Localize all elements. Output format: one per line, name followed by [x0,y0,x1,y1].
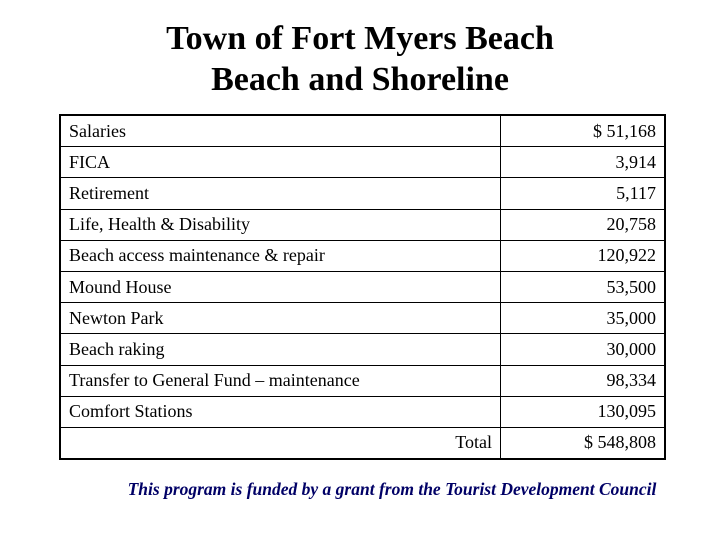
table-row [60,240,665,271]
line-item-amount: 30,000 [501,334,666,365]
slide-subtitle: Beach and Shoreline [211,61,509,98]
line-item-label: Beach access maintenance & repair [60,240,501,271]
line-item-amount: 20,758 [501,209,666,240]
slide-title: Town of Fort Myers Beach [166,20,554,57]
table-row [60,209,665,240]
table-row [60,396,665,427]
line-item-label: Newton Park [60,303,501,334]
table-row [60,365,665,396]
line-item-amount: 130,095 [501,396,666,427]
line-item-amount: $ 51,168 [501,115,666,147]
line-item-amount: 53,500 [501,271,666,302]
line-item-amount: 5,117 [501,178,666,209]
total-label: Total [60,427,501,459]
budget-table [59,114,666,460]
line-item-amount: 98,334 [501,365,666,396]
line-item-amount: 35,000 [501,303,666,334]
line-item-label: Mound House [60,271,501,302]
funding-footnote: This program is funded by a grant from the Tourist Development Council [127,479,657,499]
line-item-label: Comfort Stations [60,396,501,427]
line-item-label: Transfer to General Fund – maintenance [60,365,501,396]
line-item-label: Retirement [60,178,501,209]
line-item-label: Salaries [60,115,501,147]
total-amount: $ 548,808 [501,427,666,459]
table-row [60,178,665,209]
table-row [60,271,665,302]
total-row [60,427,665,459]
table-row [60,147,665,178]
line-item-amount: 3,914 [501,147,666,178]
line-item-label: Life, Health & Disability [60,209,501,240]
table-row [60,334,665,365]
table-row [60,303,665,334]
line-item-amount: 120,922 [501,240,666,271]
line-item-label: FICA [60,147,501,178]
line-item-label: Beach raking [60,334,501,365]
table-row [60,115,665,147]
